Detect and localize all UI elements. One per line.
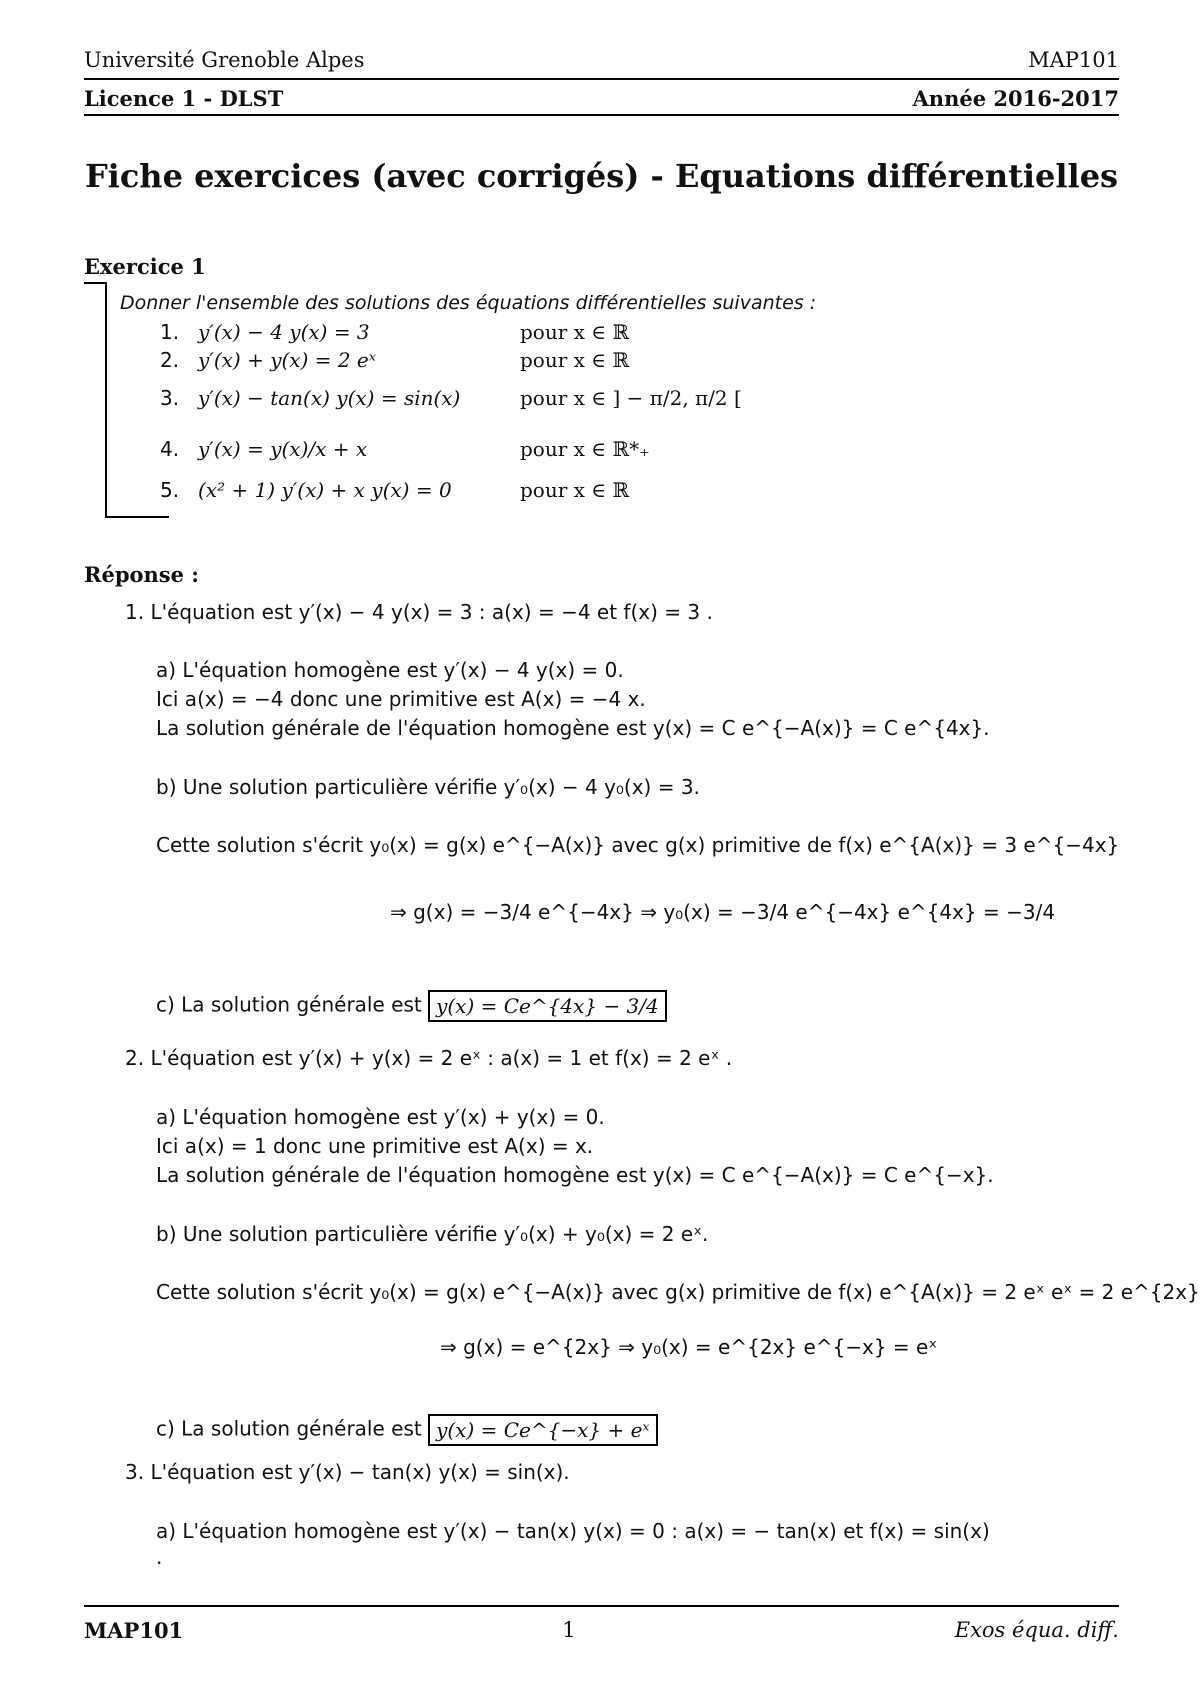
q1-boxed-solution: y(x) = Ce^{4x} − 3/4 [428, 990, 667, 1022]
q1-conclusion [156, 990, 667, 1022]
q2-primitive: Ici a(x) = 1 donc une primitive est A(x) = x. [156, 1134, 594, 1158]
q1-primitive: Ici a(x) = −4 donc une primitive est A(x) = −4 x. [156, 687, 646, 711]
exercise-domain-2: pour x ∈ ℝ [520, 348, 630, 372]
q1-statement: 1. L'équation est y′(x) − 4 y(x) = 3 : a(x) = −4 et f(x) = 3 . [125, 600, 713, 624]
header-rule-2 [84, 114, 1119, 116]
header-row-1 [84, 48, 1119, 72]
header-rule [84, 78, 1119, 80]
q3-homogeneous: a) L'équation homogène est y′(x) − tan(x) y(x) = 0 : a(x) = − tan(x) et f(x) = sin(x) [156, 1519, 990, 1543]
q1-general-homogeneous: La solution générale de l'équation homogène est y(x) = C e^{−A(x)} = C e^{4x}. [156, 716, 990, 740]
licence-label: Licence 1 - DLST [84, 86, 284, 111]
footer-label: Exos équa. diff. [954, 1618, 1119, 1642]
q2-conclusion-label: c) La solution générale est [156, 1416, 422, 1441]
academic-year: Année 2016-2017 [912, 86, 1119, 111]
header-row-2 [84, 86, 1119, 111]
q2-general-homogeneous: La solution générale de l'équation homogène est y(x) = C e^{−A(x)} = C e^{−x}. [156, 1163, 994, 1187]
q3-statement: 3. L'équation est y′(x) − tan(x) y(x) = sin(x). [125, 1460, 570, 1484]
q2-conclusion [156, 1414, 658, 1446]
answer-heading: Réponse : [84, 562, 200, 587]
exercise-domain-1: pour x ∈ ℝ [520, 320, 630, 344]
exercise-item-2: 2. y′(x) + y(x) = 2 eˣ [160, 348, 376, 372]
course-code: MAP101 [1028, 48, 1119, 72]
exercise-item-3: 3. y′(x) − tan(x) y(x) = sin(x) [160, 386, 461, 410]
q3-homogeneous-end: . [156, 1545, 163, 1569]
exercise-item-1: 1. y′(x) − 4 y(x) = 3 [160, 320, 370, 344]
q2-boxed-solution: y(x) = Ce^{−x} + eˣ [428, 1414, 657, 1446]
q2-particular-form: Cette solution s'écrit y₀(x) = g(x) e^{−A(x)} avec g(x) primitive de f(x) e^{A(x)} = 2 eˣ eˣ = 2 e^{2x} [156, 1280, 1200, 1304]
q1-particular-form: Cette solution s'écrit y₀(x) = g(x) e^{−A(x)} avec g(x) primitive de f(x) e^{A(x)} = 3 e^{−4x} [156, 833, 1120, 857]
exercise-domain-5: pour x ∈ ℝ [520, 478, 630, 502]
q1-conclusion-label: c) La solution générale est [156, 992, 422, 1017]
page-number: 1 [562, 1618, 576, 1642]
exercise-intro: Donner l'ensemble des solutions des équations différentielles suivantes : [120, 292, 817, 314]
q2-particular: b) Une solution particulière vérifie y′₀(x) + y₀(x) = 2 eˣ. [156, 1222, 709, 1246]
exercise-heading: Exercice 1 [84, 254, 206, 279]
footer-rule [84, 1605, 1119, 1607]
q2-statement: 2. L'équation est y′(x) + y(x) = 2 eˣ : a(x) = 1 et f(x) = 2 eˣ . [125, 1046, 733, 1070]
q1-particular: b) Une solution particulière vérifie y′₀(x) − 4 y₀(x) = 3. [156, 775, 700, 799]
q1-homogeneous: a) L'équation homogène est y′(x) − 4 y(x) = 0. [156, 658, 624, 682]
exercise-item-5: 5. (x² + 1) y′(x) + x y(x) = 0 [160, 478, 452, 502]
q2-homogeneous: a) L'équation homogène est y′(x) + y(x) = 0. [156, 1105, 605, 1129]
exercise-domain-4: pour x ∈ ℝ*₊ [520, 437, 650, 461]
footer-course: MAP101 [84, 1618, 184, 1643]
university-name: Université Grenoble Alpes [84, 48, 365, 72]
page-title: Fiche exercices (avec corrigés) - Equations différentielles [84, 157, 1119, 195]
exercise-frame-top [84, 282, 105, 284]
q2-particular-result: ⇒ g(x) = e^{2x} ⇒ y₀(x) = e^{2x} e^{−x} = eˣ [440, 1335, 938, 1359]
footer [84, 1618, 1119, 1643]
q1-particular-result: ⇒ g(x) = −3/4 e^{−4x} ⇒ y₀(x) = −3/4 e^{−4x} e^{4x} = −3/4 [390, 900, 1056, 924]
exercise-item-4: 4. y′(x) = y(x)/x + x [160, 437, 368, 461]
exercise-domain-3: pour x ∈ ] − π/2, π/2 [ [520, 386, 742, 410]
